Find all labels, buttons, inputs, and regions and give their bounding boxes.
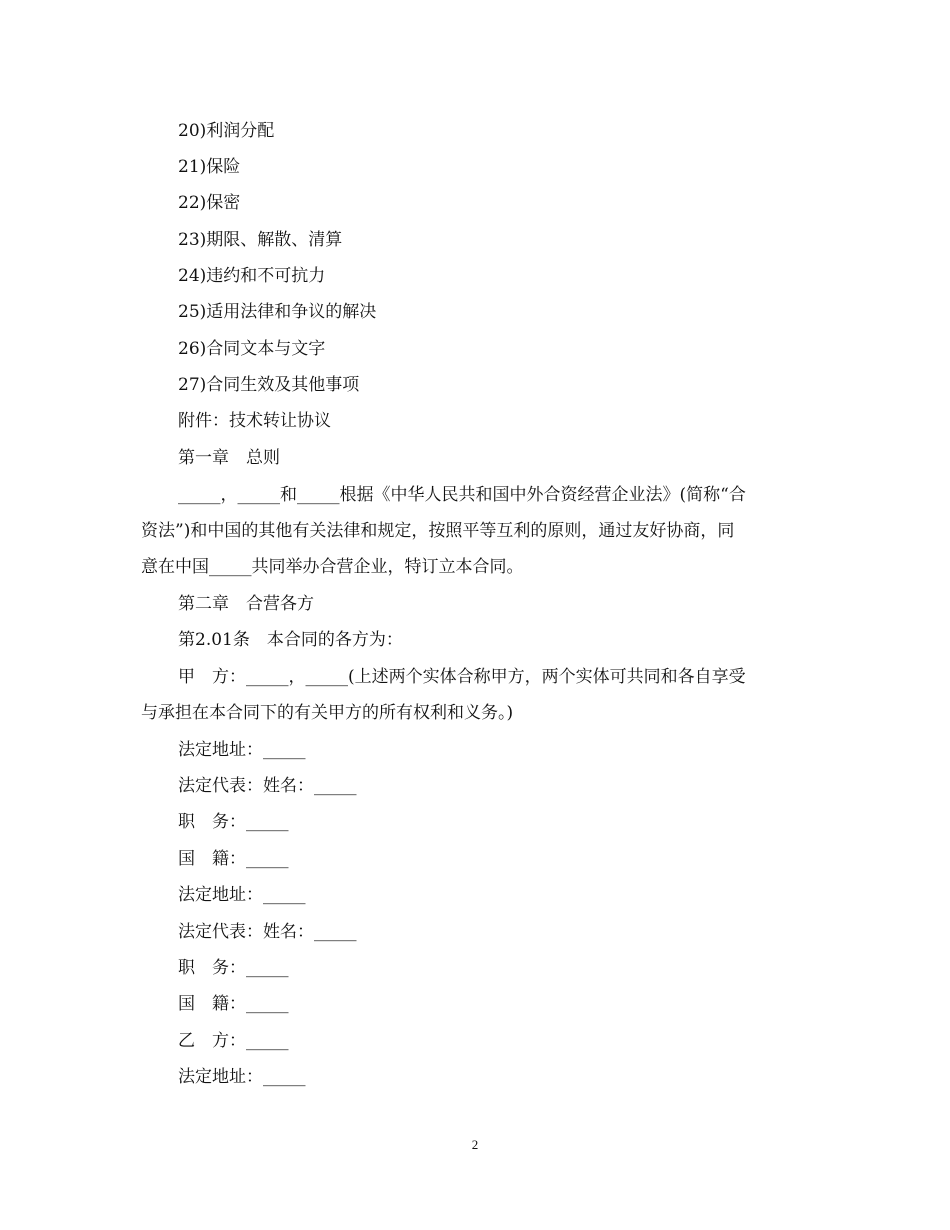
toc-item: 21)保险 [178,157,241,177]
toc-item: 23)期限、解散、清算 [178,230,343,250]
chapter-1-paragraph-line: 资法”)和中国的其他有关法律和规定，按照平等互利的原则，通过友好协商，同 [141,521,735,541]
toc-item: 27)合同生效及其他事项 [178,375,360,395]
party-a-line: 与承担在本合同下的有关甲方的所有权利和义务。) [141,703,514,723]
chapter-1-paragraph-line: 意在中国_____共同举办合营企业，特订立本合同。 [141,557,524,577]
chapter-1-paragraph-line: _____，_____和_____根据《中华人民共和国中外合资经营企业法》(简称“合 [178,485,746,505]
toc-item: 26)合同文本与文字 [178,339,326,359]
chapter-2-title: 第二章 合营各方 [178,594,314,614]
field-line: 国 籍：_____ [178,849,289,869]
field-line: 法定地址：_____ [178,740,306,760]
toc-item: 20)利润分配 [178,121,275,141]
page-number: 2 [471,1137,479,1152]
field-line: 职 务：_____ [178,958,289,978]
toc-item: 24)违约和不可抗力 [178,266,326,286]
party-a-line: 甲 方：_____，_____(上述两个实体合称甲方，两个实体可共同和各自享受 [178,667,746,687]
field-line: 法定代表：姓名：_____ [178,922,357,942]
field-line: 乙 方：_____ [178,1031,289,1051]
toc-item: 25)适用法律和争议的解决 [178,302,377,322]
field-line: 法定代表：姓名：_____ [178,776,357,796]
attachment-line: 附件：技术转让协议 [178,411,331,431]
field-line: 法定地址：_____ [178,885,306,905]
chapter-1-title: 第一章 总则 [178,448,280,468]
article-2-01: 第2.01条 本合同的各方为： [178,630,403,650]
field-line: 职 务：_____ [178,812,289,832]
toc-item: 22)保密 [178,193,241,213]
field-line: 国 籍：_____ [178,994,289,1014]
field-line: 法定地址：_____ [178,1067,306,1087]
